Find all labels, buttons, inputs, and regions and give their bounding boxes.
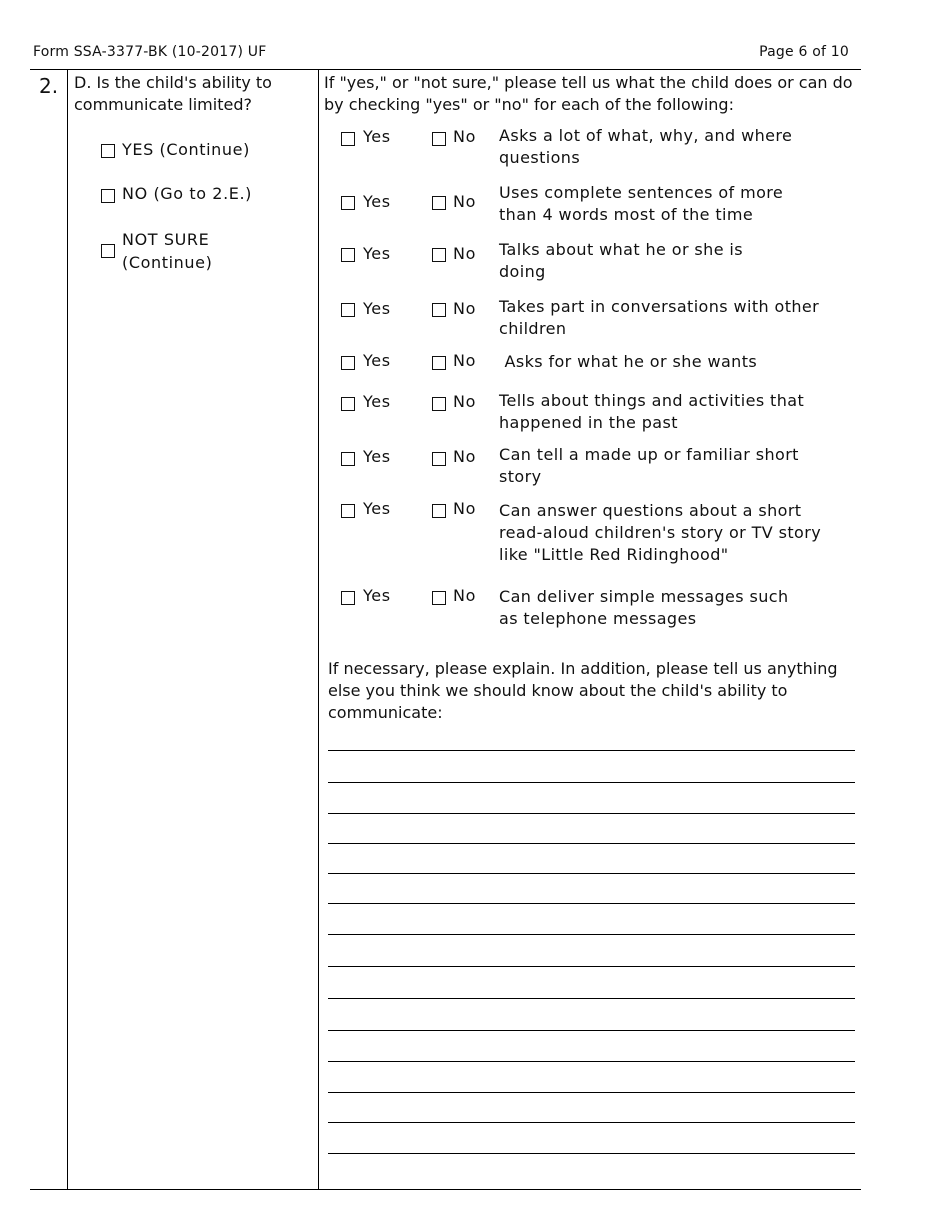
item-3-yes-checkbox[interactable]: [341, 248, 355, 262]
not-sure-checkbox[interactable]: [101, 244, 115, 258]
item-2-no-label: No: [453, 192, 476, 211]
item-1-yes-checkbox[interactable]: [341, 132, 355, 146]
item-9-text: Can deliver simple messages such as telephone messages: [499, 587, 789, 628]
item-6-no-checkbox[interactable]: [432, 397, 446, 411]
item-3-no-label: No: [453, 244, 476, 263]
item-2-text: Uses complete sentences of more than 4 words most of the time: [499, 183, 784, 224]
item-3-yes-label: Yes: [363, 244, 391, 263]
item-5-text: Asks for what he or she wants: [499, 352, 758, 371]
item-9-yes-checkbox[interactable]: [341, 591, 355, 605]
no-goto-checkbox[interactable]: [101, 189, 115, 203]
writing-line[interactable]: [328, 750, 855, 751]
item-8-yes-label: Yes: [363, 499, 391, 518]
follow-up-intro: If "yes," or "not sure," please tell us what the child does or can do by checking "yes" or "no" for each of the following:: [324, 73, 853, 114]
form-id: Form SSA-3377-BK (10-2017) UF: [33, 44, 267, 60]
item-5-yes-checkbox[interactable]: [341, 356, 355, 370]
item-7-text: Can tell a made up or familiar short story: [499, 445, 799, 486]
writing-line[interactable]: [328, 782, 855, 783]
item-2-no-checkbox[interactable]: [432, 196, 446, 210]
item-4-no-checkbox[interactable]: [432, 303, 446, 317]
writing-line[interactable]: [328, 813, 855, 814]
item-1-no-checkbox[interactable]: [432, 132, 446, 146]
writing-line[interactable]: [328, 1030, 855, 1031]
item-7-yes-label: Yes: [363, 447, 391, 466]
item-3-no-checkbox[interactable]: [432, 248, 446, 262]
item-8-yes-checkbox[interactable]: [341, 504, 355, 518]
writing-line[interactable]: [328, 903, 855, 904]
no-goto-label: NO (Go to 2.E.): [122, 184, 253, 203]
not-sure-label: NOT SURE (Continue): [122, 230, 213, 272]
writing-line[interactable]: [328, 998, 855, 999]
item-6-no-label: No: [453, 392, 476, 411]
writing-line[interactable]: [328, 1092, 855, 1093]
item-9-no-label: No: [453, 586, 476, 605]
column-divider-left: [67, 69, 68, 1190]
item-7-yes-checkbox[interactable]: [341, 452, 355, 466]
yes-continue-label: YES (Continue): [122, 140, 250, 159]
item-9-no-checkbox[interactable]: [432, 591, 446, 605]
yes-continue-checkbox[interactable]: [101, 144, 115, 158]
item-1-text: Asks a lot of what, why, and where questions: [499, 126, 793, 167]
column-divider-right: [318, 69, 319, 1190]
question-text: D. Is the child's ability to communicate limited?: [74, 73, 272, 114]
item-8-text: Can answer questions about a short read-aloud children's story or TV story like "Little Red Ridinghood": [499, 501, 822, 564]
item-7-no-checkbox[interactable]: [432, 452, 446, 466]
writing-line[interactable]: [328, 1153, 855, 1154]
writing-line[interactable]: [328, 843, 855, 844]
item-8-no-checkbox[interactable]: [432, 504, 446, 518]
item-4-no-label: No: [453, 299, 476, 318]
question-number: 2.: [39, 74, 59, 98]
item-3-text: Talks about what he or she is doing: [499, 240, 744, 281]
item-1-no-label: No: [453, 127, 476, 146]
item-8-no-label: No: [453, 499, 476, 518]
item-2-yes-checkbox[interactable]: [341, 196, 355, 210]
writing-line[interactable]: [328, 966, 855, 967]
writing-line[interactable]: [328, 873, 855, 874]
item-1-yes-label: Yes: [363, 127, 391, 146]
table-top-rule: [30, 69, 861, 70]
item-6-yes-checkbox[interactable]: [341, 397, 355, 411]
item-5-yes-label: Yes: [363, 351, 391, 370]
explain-prompt: If necessary, please explain. In addition, please tell us anything else you think we should know about the child's ability to communicate:: [328, 659, 838, 722]
item-7-no-label: No: [453, 447, 476, 466]
table-bottom-rule: [30, 1189, 861, 1190]
item-5-no-checkbox[interactable]: [432, 356, 446, 370]
item-9-yes-label: Yes: [363, 586, 391, 605]
item-5-no-label: No: [453, 351, 476, 370]
writing-line[interactable]: [328, 1122, 855, 1123]
page-number: Page 6 of 10: [759, 44, 849, 60]
writing-line[interactable]: [328, 1061, 855, 1062]
writing-line[interactable]: [328, 934, 855, 935]
item-4-yes-checkbox[interactable]: [341, 303, 355, 317]
item-2-yes-label: Yes: [363, 192, 391, 211]
item-4-yes-label: Yes: [363, 299, 391, 318]
item-4-text: Takes part in conversations with other children: [499, 297, 820, 338]
item-6-text: Tells about things and activities that happened in the past: [499, 391, 805, 432]
item-6-yes-label: Yes: [363, 392, 391, 411]
